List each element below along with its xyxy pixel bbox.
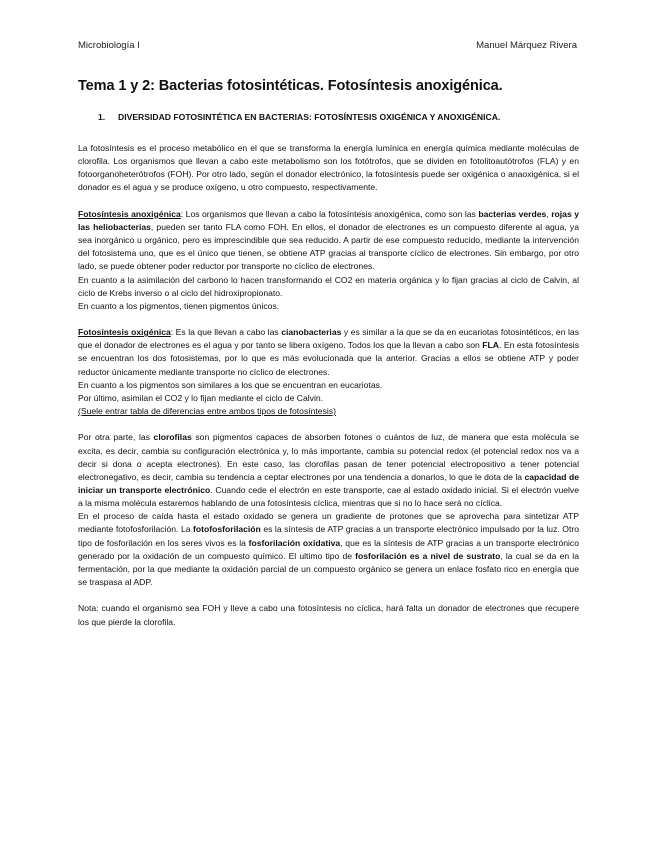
bold-bacterias-verdes: bacterias verdes <box>478 208 547 219</box>
bold-nivel-sustrato: fosforilación es a nivel de sustrato <box>355 550 501 561</box>
paragraph-clorofilas: Por otra parte, las clorofilas son pigmentos capaces de absorben fotones o cuántos de luz, de manera que esta molécula se excita, es decir, cambia su configuración electrónica y, lo más importante, cambia su potencial redox (el potencial redox nos va a decir si dona o acepta electrones). En este caso, las clorofilas pasan de tener potencial electropositivo a tener potencial electronegativo, es decir, cambia su tendencia a ceptar electrones por una tendencia a donarlos, lo que le dota de la capacidad de iniciar un transporte electrónico. Cuando cede el electrón en este transporte, cae al estado oxidado inicial. Si el electrón vuelve a la misma molécula estaremos hablando de una fotosíntesis cíclica, mientras que si no lo hace será no cíclica. <box>78 432 579 509</box>
paragraph-nota: Nota: cuando el organismo sea FOH y lleve a cabo una fotosíntesis no cíclica, hará falta un donador de electrones que recupere los que pierde la clorofila. <box>78 603 579 627</box>
paragraph-pigmentos-ox: En cuanto a los pigmentos son similares a los que se encuentran en eucariotas. <box>78 379 383 390</box>
bold-fla: FLA <box>482 340 499 351</box>
header-author: Manuel Márquez Rivera <box>476 40 577 51</box>
paragraph-anoxigenica: Fotosíntesis anoxigénica: Los organismos que llevan a cabo la fotosíntesis anoxigénica, como son las bacterias verdes, rojas y las heliobacterias, pueden ser tanto FLA como FOH. En ellos, el donador de electrones es un compuesto diferente al agua, ya sea inorgánico u orgánico, pero es imprescindible que sea reducido. A partir de ese compuesto reducido, mediante la intervención del fotosistema uno, que es el único que tienen, se obtiene ATP gracias al transporte cíclico de electrones. Sin embargo, por otro lado, se puede obtener poder reductor por transporte no cíclico de electrones. <box>78 208 580 272</box>
document-title: Tema 1 y 2: Bacterias fotosintéticas. Fotosíntesis anoxigénica. <box>78 78 503 94</box>
bold-transporte-electronico: capacidad de iniciar un transporte electrónico <box>78 471 579 496</box>
paragraph-note-table: (Suele entrar tabla de diferencias entre ambos tipos de fotosíntesis) <box>78 406 336 417</box>
bold-clorofilas: clorofilas <box>153 432 192 443</box>
section-title: DIVERSIDAD FOTOSINTÉTICA EN BACTERIAS: FOTOSÍNTESIS OXIGÉNICA Y ANOXIGÉNICA. <box>118 112 501 122</box>
page-header <box>78 40 577 51</box>
term-oxigenica: Fotosíntesis oxigénica <box>78 327 171 338</box>
bold-rojas-heliobacterias: rojas y las heliobacterias <box>78 208 580 232</box>
section-heading <box>98 112 595 122</box>
section-number: 1. <box>98 112 106 122</box>
paragraph-pigmentos-anox: En cuanto a los pigmentos, tienen pigmentos únicos. <box>78 300 280 311</box>
header-course: Microbiología I <box>78 40 140 51</box>
paragraph-intro: La fotosíntesis es el proceso metabólico en el que se transforma la energía lumínica en energía química mediante moléculas de clorofila. Los organismos que llevan a cabo este metabolismo son los fotótrofos, que se dividen en fotolitoautótrofos (FLA) y en fotoorganoheterótrofos (FOH). Por otro lado, según el donador electrónico, la fotosíntesis puede ser oxigénica o anaoxigénica, si el donador es el agua y se produce oxígeno, u otro compuesto, respectivamente. <box>78 143 579 193</box>
paragraph-carbono-anox: En cuanto a la asimilación del carbono lo hacen transformando el CO2 en materia orgánica y lo fijan gracias al ciclo de Calvin, al ciclo de Krebs inverso o al ciclo del hidroxipropionato. <box>78 274 579 298</box>
bold-fotofosforilacion: fotofosforilación <box>193 524 261 535</box>
document-body <box>78 142 579 629</box>
paragraph-carbono-ox: Por último, asimilan el CO2 y lo fijan mediante el ciclo de Calvin. <box>78 392 324 403</box>
bold-fosforilacion-oxidativa: fosforilación oxidativa <box>248 537 341 548</box>
paragraph-fosforilacion: En el proceso de caída hasta el estado oxidado se genera un gradiente de protones que se aprovecha para sintetizar ATP mediante fotofosforilación. La fotofosforilación es la síntesis de ATP gracias a un transporte electrónico impulsado por la luz. Otro tipo de fosforilación en los seres vivos es la fosforilación oxidativa, que es la síntesis de ATP gracias a un transporte electrónico generado por la oxidación de un compuesto químico. El ultimo tipo de fosforilación es a nivel de sustrato, la cual se da en la fermentación, por la que mediante la oxidación parcial de un compuesto orgánico se genera un enlace fosfato rico en energía que se traspasa al ADP. <box>78 511 579 588</box>
paragraph-oxigenica: Fotosíntesis oxigénica: Es la que llevan a cabo las cianobacterias y es similar a la que se da en eucariotas fotosintéticos, en las que el donador de electrones es el agua y por tanto se libera oxígeno. Todos los que la llevan a cabo son FLA. En esta fotosíntesis se encuentran los dos fotosistemas, por lo que es más evolucionada que la anterior. Gracias a ellos se obtiene ATP y poder reductor únicamente mediante transporte no cíclico de electrones. <box>78 327 580 377</box>
term-anoxigenica: Fotosíntesis anoxigénica <box>78 208 181 219</box>
bold-cianobacterias: cianobacterias <box>281 327 342 338</box>
